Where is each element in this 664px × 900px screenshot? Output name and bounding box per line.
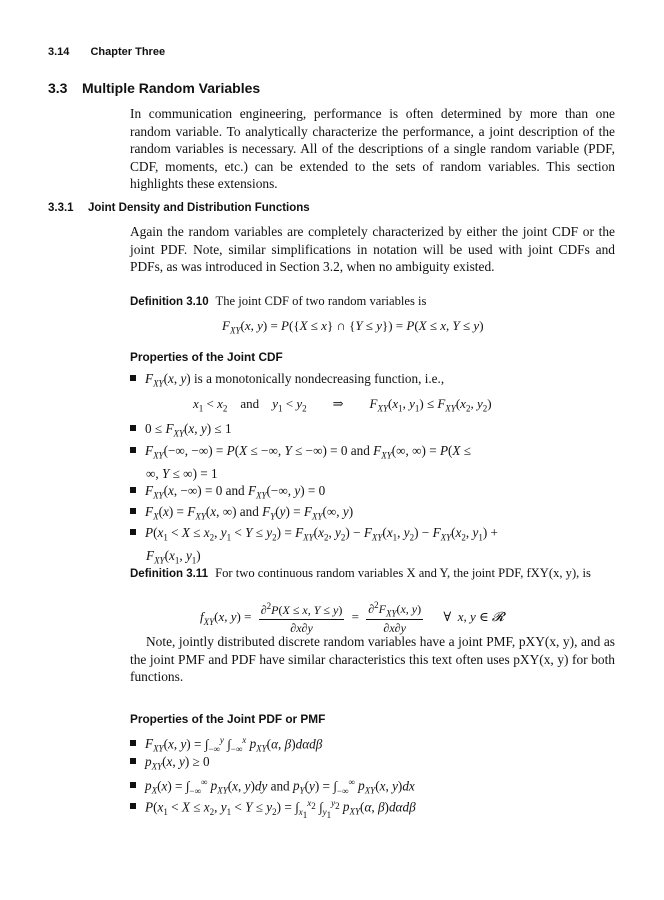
bullet-marker — [130, 803, 136, 809]
joint-pdf-heading: Properties of the Joint PDF or PMF — [130, 712, 326, 726]
monotonic-condition: $x_1 < x_2$ and $y_1 < y_2$ ⇒ $F_{XY}(x_1$, $y_1) \le F_{XY}(x_2$, $y_2$) — [193, 396, 492, 414]
bullet-marker — [130, 375, 136, 381]
subsection-paragraph: Again the random variables are completely characterized by either the joint CDF or the joint PDF. Note, similar simplifications in notation will be used with joint CDFs and PDFs, as was introduced in Section 3.2, when no ambiguity existed. — [130, 224, 615, 275]
bullet-marker — [130, 758, 136, 764]
pdf-property-cdf-integral: $F_{XY}(x$, $y) = \int_{-\infty}^y$ $\int_{-\infty}^x$ $p_{XY}(\alpha$, β)dαdβ — [130, 732, 615, 758]
cdf-property-bounds: $0 \le F_{XY}(x$, y) ≤ 1 — [130, 420, 615, 443]
running-head — [48, 46, 165, 58]
chapter-name: Chapter Three — [90, 46, 166, 58]
cdf-property-monotonic: $F_{XY}(x$, y) is a monotonically nondecreasing function, i.e., — [130, 370, 615, 393]
cdf-property-limits: $F_{XY}(-\infty$, −∞) = P(X ≤ −∞, Y ≤ −∞) = 0 and $F_{XY}(\infty$, ∞) = P(X ≤ ∞, Y ≤ ∞) = 1 — [130, 442, 615, 482]
cdf-property-half-limits: $F_{XY}(x$, −∞) = 0 and $F_{XY}(-\infty$, y) = 0 — [130, 482, 615, 505]
bullet-marker — [130, 782, 136, 788]
pdf-property-marginals: $p_X(x) = \int_{-\infty}^\infty$ $p_{XY}(x$, y)dy and $p_Y(y) = \int_{-\infty}^\infty$ $p_{XY}(x$, y)dx — [130, 774, 615, 800]
cdf-property-marginals: $F_X(x) = F_{XY}(x$, ∞) and $F_Y(y) = F_{XY}(\infty$, y) — [130, 503, 615, 526]
subsection-number: 3.3.1 — [48, 202, 74, 214]
section-title: Multiple Random Variables — [82, 80, 261, 96]
definition-3-10-text: The joint CDF of two random variables is — [215, 294, 427, 308]
subsection-heading — [48, 202, 310, 214]
joint-cdf-heading: Properties of the Joint CDF — [130, 350, 283, 364]
definition-3-11-label: Definition 3.11 — [130, 568, 208, 580]
pdf-property-nonnegative: $p_{XY}(x$, y) ≥ 0 — [130, 753, 615, 776]
cdf-property-rectangle: $P(x_1 < X \le x_2$, $y_1 < Y \le y_2) = F_{XY}(x_2$, $y_2) - F_{XY}(x_1$, $y_2) - F_{XY}(x_2$, $y_1$) + $F_{XY}(x_1$, $y_1$) — [130, 524, 615, 570]
section-number: 3.3 — [48, 80, 68, 96]
joint-cdf-equation: $F_{XY}(x$, y) = P({X ≤ x} ∩ {Y ≤ y}) = P(X ≤ x, Y ≤ y) — [222, 318, 484, 336]
bullet-marker — [130, 425, 136, 431]
note-paragraph: Note, jointly distributed discrete random variables have a joint PMF, pXY(x, y), and as the joint PMF and PDF have similar characteristics this text often uses pXY(x, y) for both functions. — [130, 634, 615, 685]
bullet-marker — [130, 740, 136, 746]
bullet-marker — [130, 508, 136, 514]
bullet-marker — [130, 529, 136, 535]
definition-3-10 — [130, 293, 615, 311]
bullet-marker — [130, 447, 136, 453]
pdf-property-rectangle: $P(x_1 < X \le x_2$, $y_1 < Y \le y_2) = \int_{x_1}^{x_2}$ $\int_{y_1}^{y_2}$ $p_{XY}(\alpha$, β)dαdβ — [130, 795, 615, 824]
subsection-title: Joint Density and Distribution Functions — [88, 202, 310, 214]
joint-pdf-equation: $f_{XY}(x$, y) = $\frac{\partial^2P(X \le x, Y \le y)}{\partial x\partial y}$ = $\frac{\partial^2F_{XY}(x, y)}{\partial x\partial y}$ ∀ x, y ∈ 𝓡 — [200, 600, 505, 636]
definition-3-11-text: For two continuous random variables X and Y, the joint PDF, fXY(x, y), is — [215, 566, 591, 580]
definition-3-10-label: Definition 3.10 — [130, 296, 209, 308]
intro-paragraph: In communication engineering, performance is often determined by more than one random variable. To analytically characterize the performance, a joint description of the random variables is necessary. All of the descriptions of a single random variable (PDF, CDF, moments, etc.) can be extended to the sets of random variables. This section highlights these extensions. — [130, 106, 615, 192]
page-number: 3.14 — [48, 46, 70, 58]
definition-3-11 — [130, 565, 615, 583]
section-heading — [48, 80, 260, 96]
bullet-marker — [130, 487, 136, 493]
